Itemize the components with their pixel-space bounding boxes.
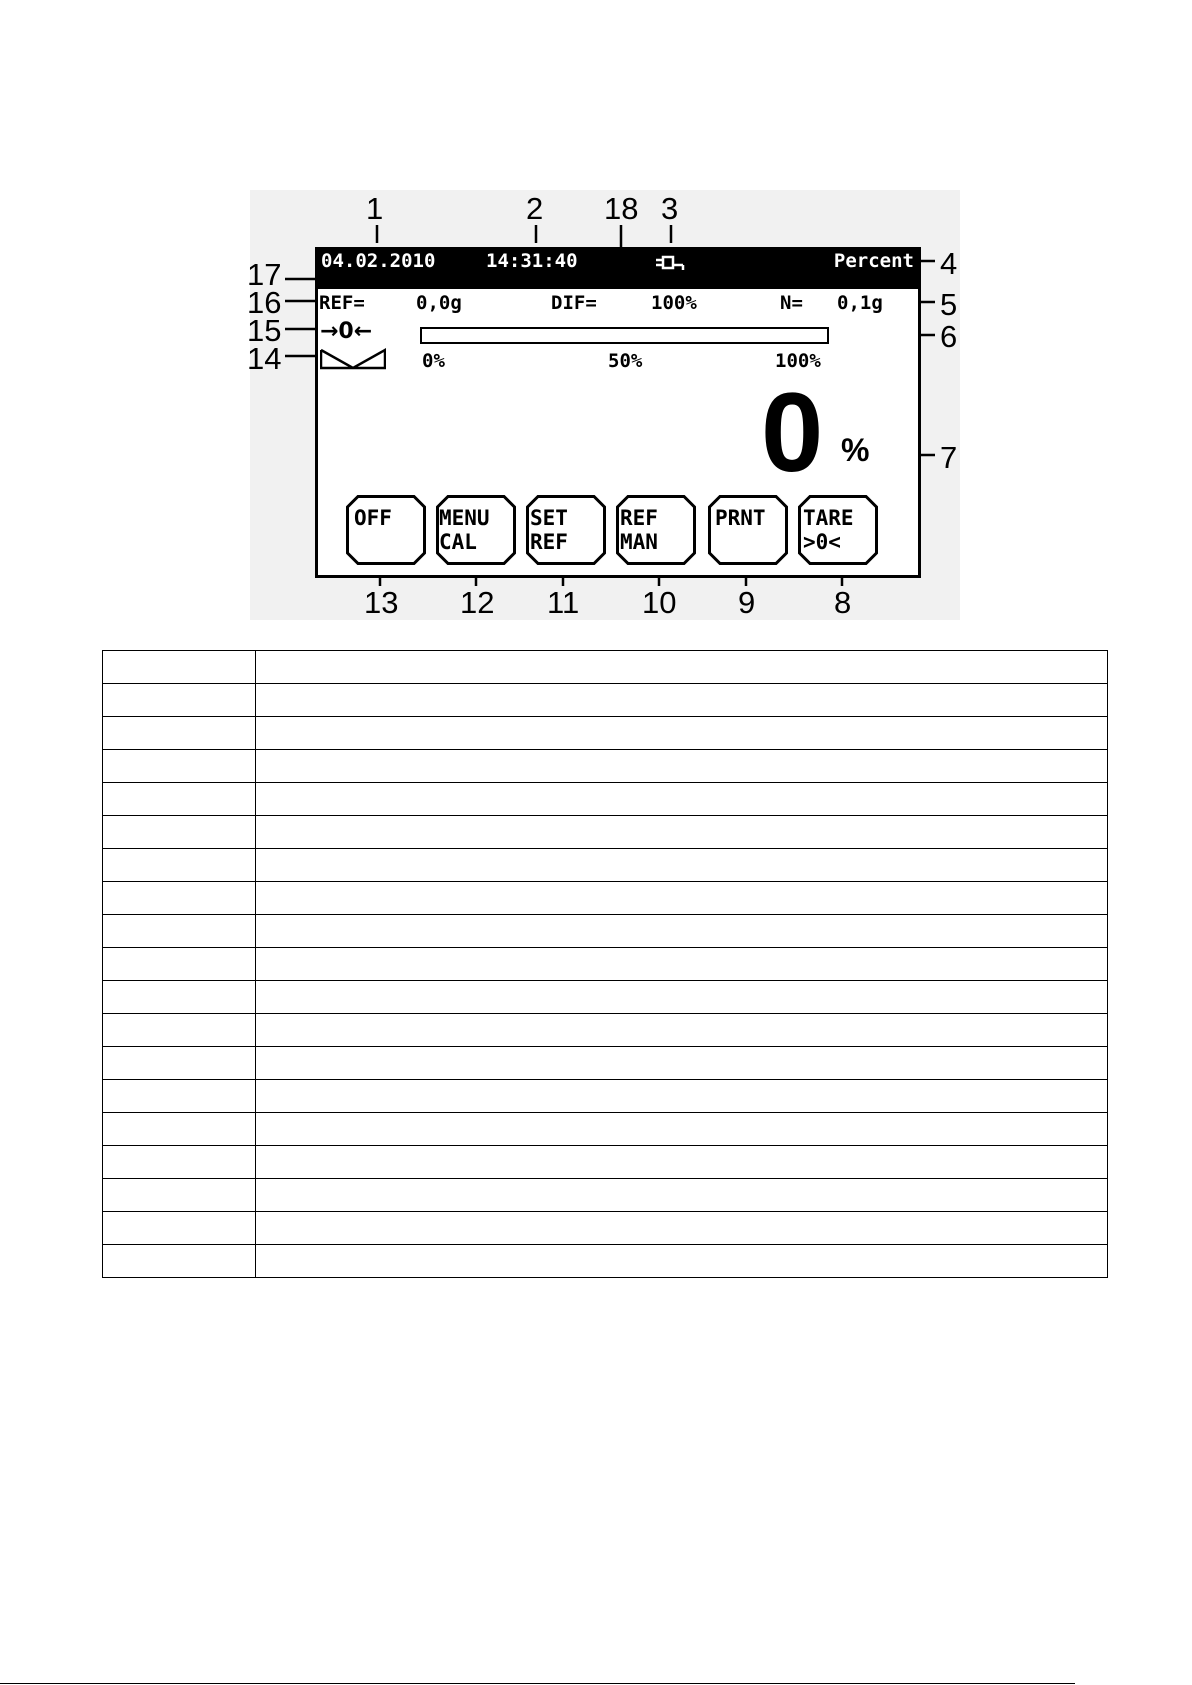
n-value: 0,1g <box>837 292 883 314</box>
legend-description-cell <box>256 1245 1108 1278</box>
callout-16: 16 <box>247 285 282 320</box>
legend-row <box>103 1146 1108 1179</box>
legend-number-cell <box>103 948 256 981</box>
legend-number-cell <box>103 915 256 948</box>
callout-14: 14 <box>247 341 282 376</box>
legend-row <box>103 981 1108 1014</box>
legend-description-cell <box>256 1146 1108 1179</box>
legend-row <box>103 783 1108 816</box>
ref-man-button-label: REF MAN <box>620 506 658 554</box>
footer-rule <box>0 1683 1075 1684</box>
legend-row <box>103 1047 1108 1080</box>
tare-button-label: TARE >0< <box>803 506 854 554</box>
stability-icon <box>320 348 386 375</box>
legend-description-cell <box>256 750 1108 783</box>
legend-number-cell <box>103 882 256 915</box>
legend-number-cell <box>103 783 256 816</box>
legend-row <box>103 1179 1108 1212</box>
legend-row <box>103 750 1108 783</box>
balance-display <box>315 247 921 578</box>
legend-row <box>103 717 1108 750</box>
callout-15: 15 <box>247 313 282 348</box>
callout-12: 12 <box>460 585 495 620</box>
legend-row <box>103 882 1108 915</box>
bar-scale-50: 50% <box>608 350 643 372</box>
status-bar <box>318 250 918 272</box>
legend-description-cell <box>256 783 1108 816</box>
callout-18: 18 <box>604 191 639 226</box>
callout-2: 2 <box>526 191 544 226</box>
callout-1: 1 <box>366 191 384 226</box>
off-button[interactable] <box>346 495 426 565</box>
set-ref-button-label: SET REF <box>530 506 568 554</box>
time-text: 14:31:40 <box>486 250 578 272</box>
set-ref-button[interactable] <box>526 495 606 565</box>
callout-9: 9 <box>738 585 756 620</box>
callout-5: 5 <box>940 287 958 322</box>
legend-description-cell <box>256 1212 1108 1245</box>
legend-row <box>103 915 1108 948</box>
legend-row <box>103 849 1108 882</box>
date-text: 04.02.2010 <box>321 250 436 272</box>
legend-number-cell <box>103 1014 256 1047</box>
legend-number-cell <box>103 684 256 717</box>
callout-6: 6 <box>940 319 958 354</box>
legend-description-cell <box>256 651 1108 684</box>
callout-7: 7 <box>940 440 958 475</box>
mode-text: Percent <box>833 250 914 272</box>
legend-number-cell <box>103 1113 256 1146</box>
legend-description-cell <box>256 849 1108 882</box>
legend-row <box>103 1245 1108 1278</box>
tare-button[interactable] <box>798 495 878 565</box>
print-button[interactable] <box>708 495 788 565</box>
percent-bargraph <box>420 327 829 344</box>
legend-number-cell <box>103 750 256 783</box>
callout-10: 10 <box>642 585 677 620</box>
callout-8: 8 <box>834 585 852 620</box>
zero-indicator: →0← <box>320 319 373 344</box>
callout-11: 11 <box>547 585 580 620</box>
weight-value: 0 <box>761 370 824 495</box>
weight-unit: % <box>841 432 870 468</box>
ref-label: REF= <box>319 292 365 314</box>
legend-description-cell <box>256 981 1108 1014</box>
legend-row <box>103 1080 1108 1113</box>
legend-row <box>103 651 1108 684</box>
print-button-label: PRNT <box>715 506 766 530</box>
info-bar <box>318 272 918 289</box>
legend-number-cell <box>103 1245 256 1278</box>
legend-number-cell <box>103 717 256 750</box>
legend-number-cell <box>103 1080 256 1113</box>
legend-description-cell <box>256 717 1108 750</box>
dif-value: 100% <box>651 292 697 314</box>
menu-cal-button-label: MENU CAL <box>439 506 490 554</box>
menu-cal-button[interactable] <box>436 495 516 565</box>
legend-number-cell <box>103 849 256 882</box>
legend-number-cell <box>103 1179 256 1212</box>
legend-description-cell <box>256 684 1108 717</box>
bar-scale-100: 100% <box>775 350 821 372</box>
legend-number-cell <box>103 816 256 849</box>
n-label: N= <box>780 292 803 314</box>
legend-number-cell <box>103 1047 256 1080</box>
legend-description-cell <box>256 1179 1108 1212</box>
legend-row <box>103 816 1108 849</box>
legend-number-cell <box>103 1212 256 1245</box>
legend-description-cell <box>256 1014 1108 1047</box>
legend-description-cell <box>256 882 1108 915</box>
legend-description-cell <box>256 915 1108 948</box>
legend-number-cell <box>103 1146 256 1179</box>
dif-label: DIF= <box>551 292 597 314</box>
legend-row <box>103 684 1108 717</box>
legend-row <box>103 1212 1108 1245</box>
legend-description-cell <box>256 816 1108 849</box>
callout-4: 4 <box>940 246 958 281</box>
legend-number-cell <box>103 651 256 684</box>
legend-row <box>103 1113 1108 1146</box>
off-button-label: OFF <box>354 506 392 530</box>
legend-row <box>103 948 1108 981</box>
legend-description-cell <box>256 948 1108 981</box>
legend-description-cell <box>256 1113 1108 1146</box>
ref-value: 0,0g <box>416 292 462 314</box>
callout-3: 3 <box>661 191 679 226</box>
callout-17: 17 <box>247 257 282 292</box>
bar-scale-0: 0% <box>422 350 445 372</box>
legend-number-cell <box>103 981 256 1014</box>
legend-table <box>102 650 1108 1278</box>
legend-row <box>103 1014 1108 1047</box>
ref-man-button[interactable] <box>616 495 696 565</box>
legend-description-cell <box>256 1047 1108 1080</box>
callout-13: 13 <box>364 585 399 620</box>
legend-description-cell <box>256 1080 1108 1113</box>
